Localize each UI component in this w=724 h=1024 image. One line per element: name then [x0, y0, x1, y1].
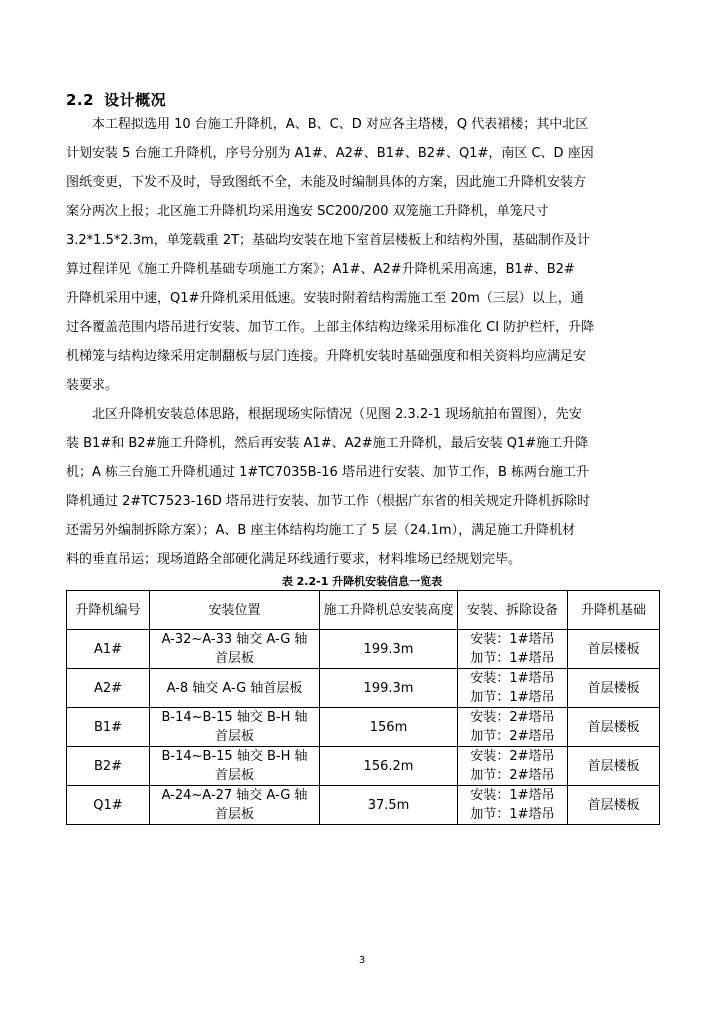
elevator-id-cell: B1# — [67, 708, 150, 747]
location-cell-line: A-24~A-27 轴交 A-G 轴 — [161, 788, 308, 803]
equipment-cell-line: 加节：1#塔吊 — [470, 807, 555, 822]
text-line: 过各覆盖范围内塔吊进行安装、加节工作。上部主体结构边缘采用标准化 CI 防护栏杆，升降 — [66, 320, 595, 335]
location-cell — [150, 786, 320, 825]
table-header-cell-line: 备 — [545, 602, 559, 618]
equipment-cell-line: 加节：1#塔吊 — [470, 651, 555, 666]
height-cell: 37.5m — [320, 786, 458, 825]
table-row — [67, 708, 660, 747]
location-cell — [150, 747, 320, 786]
table-header-cell-line: 安装、拆除设 — [466, 602, 545, 618]
text-line: 还需另外编制拆除方案）；A、B 座主体结构均施工了 5 层（24.1m），满足施工升降机材 — [66, 523, 576, 538]
height-cell: 199.3m — [320, 630, 458, 669]
height-cell: 156m — [320, 708, 458, 747]
text-line: 装要求。 — [66, 378, 119, 393]
page-number: 3 — [358, 955, 366, 966]
paragraph-installation-plan — [66, 400, 658, 574]
table-header-cell-line: 安装位置 — [208, 602, 261, 618]
text-line: 料的垂直吊运；现场道路全部硬化满足环线通行要求，材料堆场已经规划完毕。 — [66, 552, 522, 567]
table-header-cell — [67, 591, 150, 630]
table-row — [67, 669, 660, 708]
elevator-info-table — [66, 590, 660, 825]
height-cell: 199.3m — [320, 669, 458, 708]
location-cell-line: 首层板 — [214, 768, 254, 783]
equipment-cell — [458, 747, 568, 786]
table-body — [67, 630, 660, 825]
location-cell-line: A-8 轴交 A-G 轴首层板 — [166, 680, 303, 696]
elevator-id-cell: A1# — [67, 630, 150, 669]
location-cell — [150, 630, 320, 669]
text-line: 升降机采用中速，Q1#升降机采用低速。安装时附着结构需施工至 20m（三层）以上，通 — [66, 291, 584, 306]
equipment-cell-line: 加节：2#塔吊 — [470, 729, 555, 744]
equipment-cell — [458, 669, 568, 708]
text-line: 装 B1#和 B2#施工升降机，然后再安装 A1#、A2#施工升降机，最后安装 Q1#施工升降 — [66, 436, 589, 451]
text-line: 算过程详见《施工升降机基础专项施工方案》；A1#、A2#升降机采用高速，B1#、B2# — [66, 262, 575, 277]
table-row — [67, 786, 660, 825]
table-header-cell — [150, 591, 320, 630]
foundation-cell: 首层楼板 — [568, 630, 660, 669]
table-header-cell-line: 础 — [633, 602, 647, 618]
table-header-row — [67, 591, 660, 630]
elevator-id-cell: Q1# — [67, 786, 150, 825]
table-header-cell-line: 高度 — [427, 602, 454, 618]
location-cell-line: 首层板 — [214, 651, 254, 666]
height-cell: 156.2m — [320, 747, 458, 786]
equipment-cell — [458, 708, 568, 747]
table-caption: 表 2.2-1 升降机安装信息一览表 — [281, 575, 443, 588]
table-header-cell-line: 升降机编 — [75, 602, 128, 618]
equipment-cell-line: 安装：2#塔吊 — [470, 749, 555, 764]
equipment-cell-line: 加节：2#塔吊 — [470, 768, 555, 783]
table-header-cell-line: 号 — [127, 602, 141, 618]
foundation-cell: 首层楼板 — [568, 669, 660, 708]
equipment-cell — [458, 786, 568, 825]
table-header-cell — [458, 591, 568, 630]
equipment-cell-line: 加节：1#塔吊 — [470, 690, 555, 705]
foundation-cell: 首层楼板 — [568, 747, 660, 786]
text-line: 北区升降机安装总体思路，根据现场实际情况（见图 2.3.2-1 现场航拍布置图），先安 — [92, 407, 582, 422]
paragraph-overview — [66, 110, 658, 400]
location-cell — [150, 669, 320, 708]
location-cell-line: B-14~B-15 轴交 B-H 轴 — [161, 710, 308, 725]
equipment-cell-line: 安装：2#塔吊 — [470, 710, 555, 725]
section-heading — [66, 89, 166, 110]
equipment-cell-line: 安装：1#塔吊 — [470, 632, 555, 647]
table-header-cell-line: 施工升降机总安装 — [323, 602, 428, 618]
location-cell-line: B-14~B-15 轴交 B-H 轴 — [161, 749, 308, 764]
table-row — [67, 747, 660, 786]
table-row — [67, 630, 660, 669]
table-header-cell — [320, 591, 458, 630]
table-header-cell-line: 升降机基 — [580, 602, 633, 618]
equipment-cell-line: 安装：1#塔吊 — [470, 671, 555, 686]
text-line: 计划安装 5 台施工升降机，序号分别为 A1#、A2#、B1#、B2#、Q1#，南区 C、D 座因 — [66, 146, 594, 161]
table-header-cell — [568, 591, 660, 630]
elevator-id-cell: A2# — [67, 669, 150, 708]
foundation-cell: 首层楼板 — [568, 708, 660, 747]
text-line: 机梯笼与结构边缘采用定制翻板与层门连接。升降机安装时基础强度和相关资料均应满足安 — [66, 349, 587, 364]
elevator-id-cell: B2# — [67, 747, 150, 786]
equipment-cell-line: 安装：1#塔吊 — [470, 788, 555, 803]
text-line: 案分两次上报；北区施工升降机均采用逸安 SC200/200 双笼施工升降机，单笼尺寸 — [66, 204, 549, 219]
section-number: 2.2 — [66, 91, 95, 109]
text-line: 本工程拟选用 10 台施工升降机，A、B、C、D 对应各主塔楼，Q 代表裙楼；其中北区 — [92, 117, 589, 132]
foundation-cell: 首层楼板 — [568, 786, 660, 825]
location-cell-line: 首层板 — [214, 807, 254, 822]
text-line: 机；A 栋三台施工升降机通过 1#TC7035B-16 塔吊进行安装、加节工作，B 栋两台施工升 — [66, 465, 589, 480]
location-cell-line: A-32~A-33 轴交 A-G 轴 — [161, 632, 308, 647]
location-cell-line: 首层板 — [214, 729, 254, 744]
text-line: 降机通过 2#TC7523-16D 塔吊进行安装、加节工作（根据广东省的相关规定升降机拆除时 — [66, 494, 591, 509]
text-line: 图纸变更，下发不及时，导致图纸不全，未能及时编制具体的方案，因此施工升降机安装方 — [66, 175, 587, 190]
location-cell — [150, 708, 320, 747]
text-line: 3.2*1.5*2.3m，单笼载重 2T；基础均安装在地下室首层楼板上和结构外围，基础制作及计 — [66, 233, 591, 248]
section-title: 设计概况 — [104, 91, 167, 109]
equipment-cell — [458, 630, 568, 669]
